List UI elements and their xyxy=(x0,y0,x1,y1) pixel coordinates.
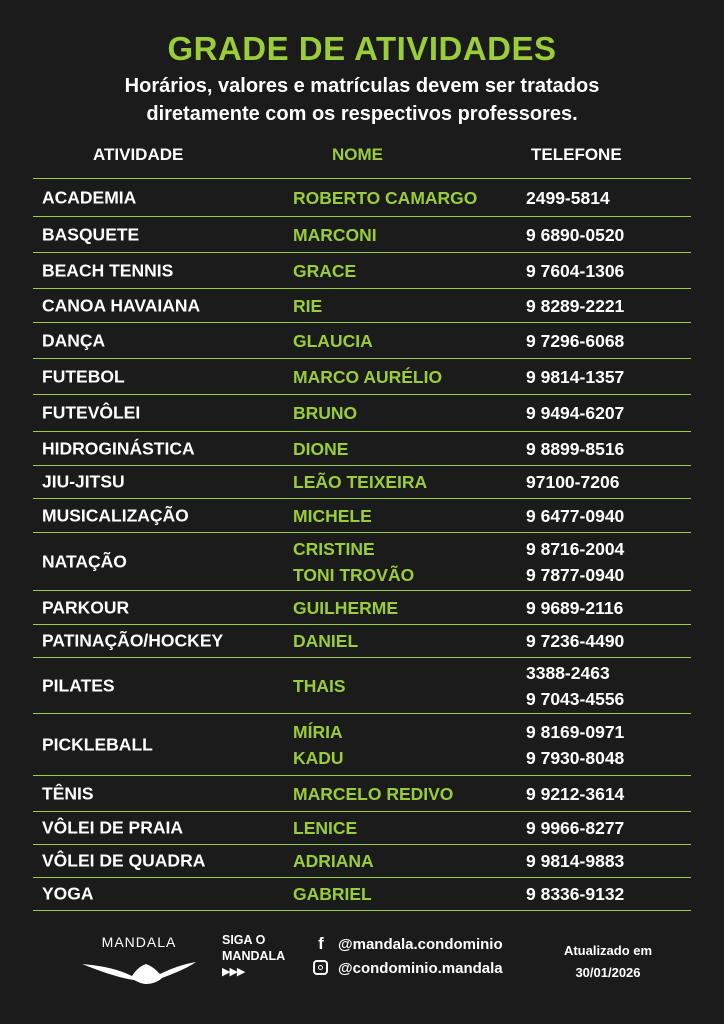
table-row xyxy=(33,432,691,466)
table-row xyxy=(33,591,691,625)
activity-name: BASQUETE xyxy=(42,224,140,244)
phone-cell xyxy=(526,293,624,319)
instructor-cell xyxy=(293,258,356,284)
phone-cell xyxy=(526,328,624,354)
bird-logo-icon xyxy=(80,956,198,986)
table-row xyxy=(33,395,691,432)
activity-name: HIDROGINÁSTICA xyxy=(42,438,195,458)
activity-name: PARKOUR xyxy=(42,597,130,617)
table-row xyxy=(33,179,691,217)
phone-number: 9 9814-9883 xyxy=(526,851,625,871)
instructor-name: RIE xyxy=(293,295,323,316)
instructor-cell xyxy=(293,719,344,771)
activity-name: TÊNIS xyxy=(42,783,94,803)
page-subtitle xyxy=(0,72,724,128)
footer xyxy=(0,928,724,998)
instagram-link[interactable] xyxy=(312,960,503,977)
table-row xyxy=(33,499,691,533)
activity-name: MUSICALIZAÇÃO xyxy=(42,505,189,525)
phone-cell xyxy=(526,436,624,462)
activity-name: VÔLEI DE QUADRA xyxy=(42,850,206,871)
phone-cell xyxy=(526,815,624,841)
activity-name: CANOA HAVAIANA xyxy=(42,295,201,315)
table-row xyxy=(33,289,691,323)
subtitle-line: Horários, valores e matrículas devem ser tratados xyxy=(124,75,600,97)
table-row xyxy=(33,533,691,591)
phone-number: 9 6890-0520 xyxy=(526,224,625,245)
phone-cell xyxy=(526,719,624,771)
phone-number: 9 7604-1306 xyxy=(526,260,625,281)
brand xyxy=(80,934,198,986)
column-header-telefone: TELEFONE xyxy=(531,145,622,164)
phone-number: 9 9689-2116 xyxy=(526,597,624,618)
activity-table xyxy=(33,178,691,911)
phone-number: 9 9966-8277 xyxy=(526,818,625,838)
activity-name: YOGA xyxy=(42,883,94,904)
instructor-name: LEÃO TEIXEIRA xyxy=(293,472,428,492)
phone-cell xyxy=(526,536,624,588)
phone-cell xyxy=(526,595,623,621)
activity-name: VÔLEI DE PRAIA xyxy=(42,817,183,838)
phone-cell xyxy=(526,781,624,807)
follow-line: SIGA O xyxy=(222,933,266,947)
updated-date: 30/01/2026 xyxy=(575,965,641,980)
facebook-link[interactable] xyxy=(312,934,503,954)
phone-number: 9 8899-8516 xyxy=(526,438,625,459)
phone-number: 2499-5814 xyxy=(526,187,610,208)
phone-cell xyxy=(526,503,624,529)
table-row xyxy=(33,625,691,658)
instructor-name: TONI TROVÃO xyxy=(293,564,415,585)
instructor-cell xyxy=(293,436,348,462)
phone-number: 9 8169-0971 xyxy=(526,721,625,742)
instructor-name: DANIEL xyxy=(293,631,359,651)
phone-number: 9 9814-1357 xyxy=(526,366,625,387)
phone-number: 9 7043-4556 xyxy=(526,688,625,709)
updated-label: Atualizado em xyxy=(563,943,653,958)
instructor-name: MARCO AURÉLIO xyxy=(293,366,443,387)
instructor-cell xyxy=(293,673,346,699)
phone-number: 9 6477-0940 xyxy=(526,505,625,526)
table-row xyxy=(33,812,691,845)
phone-number: 9 9494-6207 xyxy=(526,403,625,423)
table-row xyxy=(33,658,691,714)
activity-name: DANÇA xyxy=(42,330,106,350)
phone-number: 9 9212-3614 xyxy=(526,783,625,804)
activity-name: JIU-JITSU xyxy=(42,471,125,492)
instructor-name: CRISTINE xyxy=(293,538,375,559)
instructor-cell xyxy=(293,469,427,495)
phone-cell xyxy=(526,258,624,284)
phone-number: 9 7877-0940 xyxy=(526,564,625,585)
instructor-cell xyxy=(293,400,357,426)
column-header-atividade: ATIVIDADE xyxy=(93,145,184,164)
table-row xyxy=(33,253,691,289)
subtitle-line: diretamente com os respectivos professores. xyxy=(146,103,578,125)
instructor-name: ADRIANA xyxy=(293,851,374,871)
instructor-cell xyxy=(293,881,372,907)
instagram-icon xyxy=(313,960,328,975)
table-row xyxy=(33,466,691,499)
phone-cell xyxy=(526,469,619,495)
activity-name: FUTEVÔLEI xyxy=(42,402,141,423)
instructor-cell xyxy=(293,293,322,319)
table-row xyxy=(33,217,691,253)
phone-cell xyxy=(526,628,624,654)
instructor-name: GABRIEL xyxy=(293,884,372,904)
phone-number: 9 8289-2221 xyxy=(526,295,625,316)
instructor-name: GUILHERME xyxy=(293,597,398,618)
instructor-cell xyxy=(293,222,377,248)
table-row xyxy=(33,845,691,878)
instructor-name: GLAUCIA xyxy=(293,330,373,351)
instructor-cell xyxy=(293,536,414,588)
follow-label xyxy=(222,932,285,980)
phone-number: 97100-7206 xyxy=(526,472,620,492)
table-row xyxy=(33,878,691,911)
facebook-handle: @mandala.condominio xyxy=(338,936,503,953)
phone-number: 9 8336-9132 xyxy=(526,884,625,904)
instructor-cell xyxy=(293,364,442,390)
activity-name: PATINAÇÃO/HOCKEY xyxy=(42,630,224,651)
activity-name: FUTEBOL xyxy=(42,366,125,386)
instagram-handle: @condominio.mandala xyxy=(338,960,503,977)
instructor-cell xyxy=(293,848,374,874)
phone-cell xyxy=(526,848,624,874)
follow-line: MANDALA xyxy=(222,949,286,963)
table-row xyxy=(33,323,691,359)
column-header-nome: NOME xyxy=(332,145,383,164)
instructor-cell xyxy=(293,503,372,529)
instructor-cell xyxy=(293,185,477,211)
phone-cell xyxy=(526,881,624,907)
instructor-name: MARCONI xyxy=(293,224,377,245)
instructor-name: THAIS xyxy=(293,675,346,696)
instructor-name: MICHELE xyxy=(293,505,372,526)
facebook-icon: f xyxy=(318,934,324,953)
instructor-name: MARCELO REDIVO xyxy=(293,783,454,804)
table-header xyxy=(0,145,724,167)
activity-name: PILATES xyxy=(42,675,115,695)
table-row xyxy=(33,776,691,812)
phone-cell xyxy=(526,660,624,712)
activity-name: PICKLEBALL xyxy=(42,734,153,754)
phone-number: 9 7236-4490 xyxy=(526,631,625,651)
arrows-icon: ▶▶▶ xyxy=(222,966,245,978)
instructor-cell xyxy=(293,815,357,841)
instructor-cell xyxy=(293,595,398,621)
instructor-name: KADU xyxy=(293,747,344,768)
instructor-name: GRACE xyxy=(293,260,357,281)
table-row xyxy=(33,714,691,776)
page-title: GRADE DE ATIVIDADES xyxy=(167,30,557,67)
instructor-name: ROBERTO CAMARGO xyxy=(293,187,478,208)
phone-number: 9 7930-8048 xyxy=(526,747,625,768)
instructor-cell xyxy=(293,781,453,807)
activity-name: BEACH TENNIS xyxy=(42,260,174,280)
phone-cell xyxy=(526,222,624,248)
activity-name: ACADEMIA xyxy=(42,187,137,207)
table-row xyxy=(33,359,691,395)
phone-number: 9 8716-2004 xyxy=(526,538,625,559)
phone-number: 3388-2463 xyxy=(526,662,610,683)
phone-cell xyxy=(526,400,624,426)
updated-note xyxy=(548,940,668,984)
instructor-cell xyxy=(293,328,373,354)
instructor-name: DIONE xyxy=(293,438,349,459)
instructor-cell xyxy=(293,628,358,654)
instructor-name: LENICE xyxy=(293,818,358,838)
instructor-name: MÍRIA xyxy=(293,721,343,742)
phone-cell xyxy=(526,185,610,211)
instructor-name: BRUNO xyxy=(293,403,358,423)
brand-name: MANDALA xyxy=(101,934,177,950)
activity-name: NATAÇÃO xyxy=(42,551,127,571)
phone-cell xyxy=(526,364,624,390)
phone-number: 9 7296-6068 xyxy=(526,330,625,351)
